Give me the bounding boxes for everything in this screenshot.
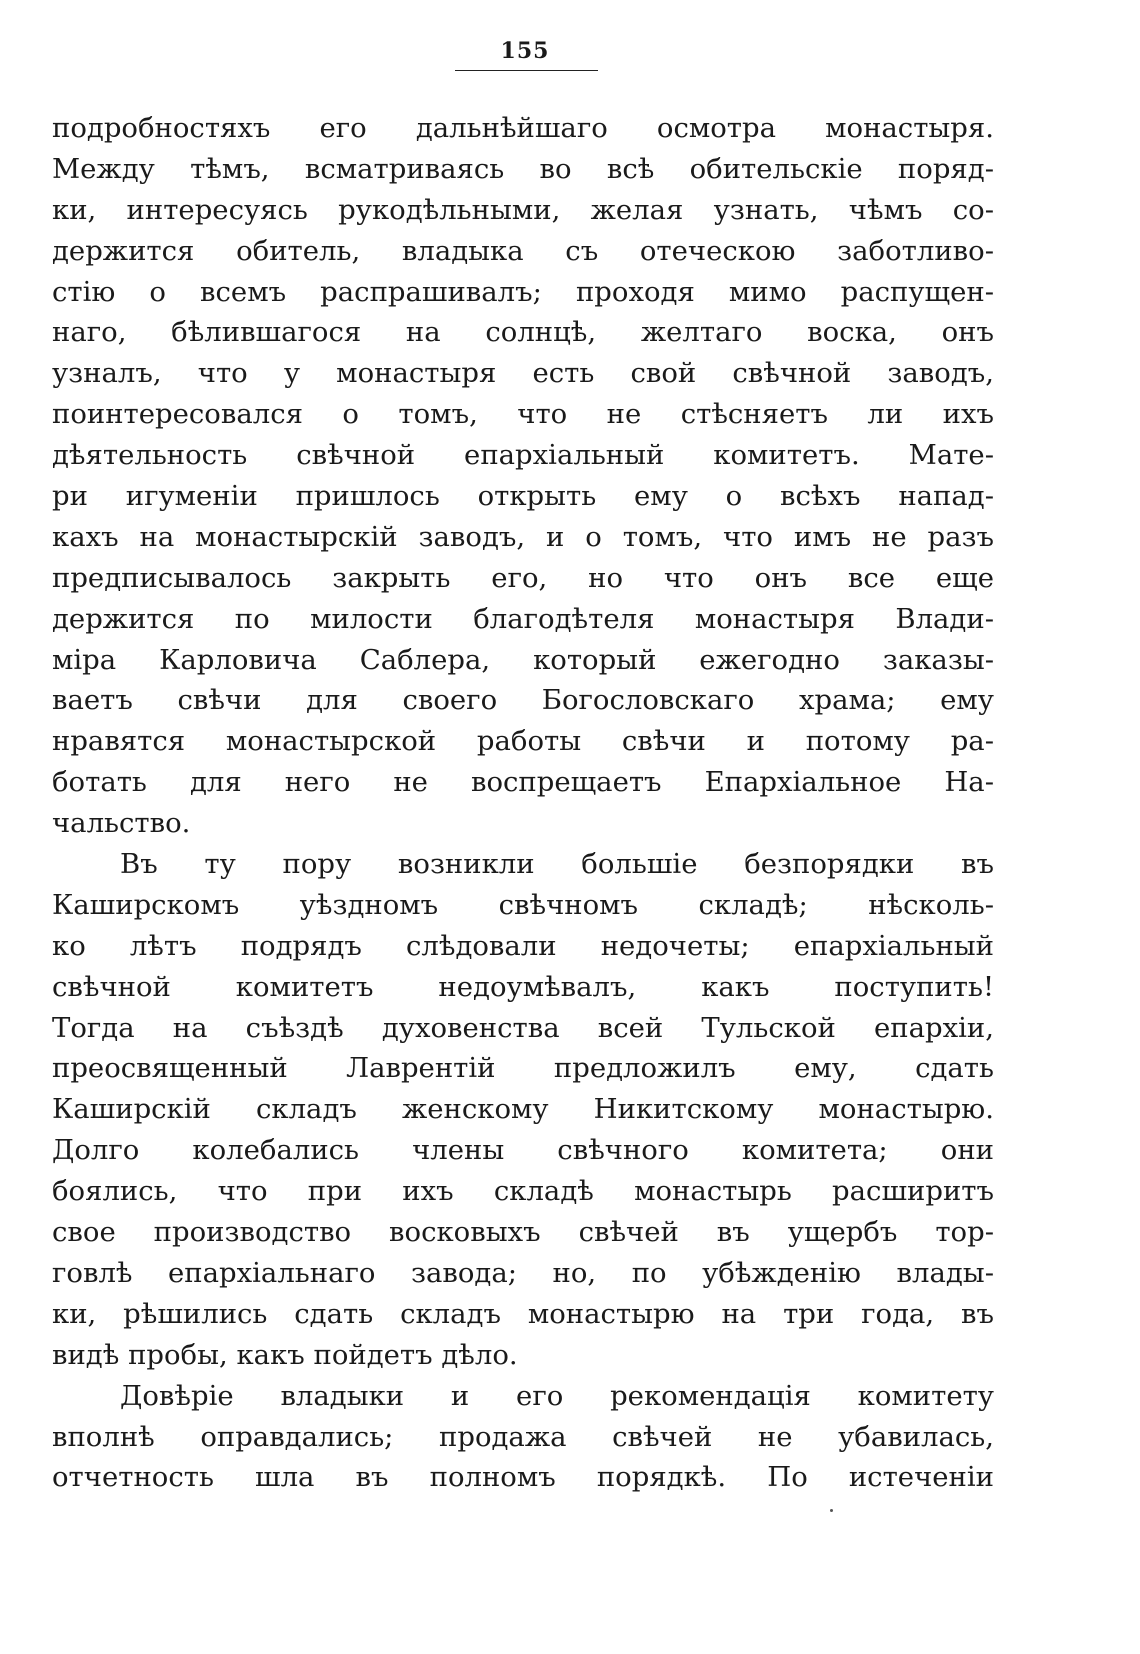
text-line: Въ ту пору возникли большіе безпорядки въ [120, 848, 994, 881]
text-line: держится обитель, владыка съ отеческою заботливо- [52, 234, 994, 267]
text-line: міра Карловича Саблера, который ежегодно заказы- [52, 643, 994, 676]
print-speck [830, 1509, 833, 1512]
text-line: Каширскомъ уѣздномъ свѣчномъ складѣ; нѣсколь- [52, 888, 994, 921]
text-line: вполнѣ оправдались; продажа свѣчей не убавилась, [52, 1420, 994, 1453]
text-line: отчетность шла въ полномъ порядкѣ. По истеченіи [52, 1461, 994, 1494]
text-line: ботать для него не воспрещаетъ Епархіальное На- [52, 766, 994, 799]
text-line: ки, рѣшились сдать складъ монастырю на три года, въ [52, 1297, 994, 1330]
body-text [52, 108, 994, 1498]
text-line: ко лѣтъ подрядъ слѣдовали недочеты; епархіальный [52, 929, 994, 962]
text-line: предписывалось закрыть его, но что онъ все еще [52, 561, 994, 594]
text-line: ваетъ свѣчи для своего Богословскаго храма; ему [52, 684, 994, 717]
text-line: нравятся монастырской работы свѣчи и потому ра- [52, 725, 994, 758]
text-line: кахъ на монастырскій заводъ, и о томъ, что имъ не разъ [52, 520, 994, 553]
text-line: видѣ пробы, какъ пойдетъ дѣло. [52, 1338, 518, 1371]
text-line: ки, интересуясь рукодѣльными, желая узнать, чѣмъ со- [52, 193, 994, 226]
text-line: узналъ, что у монастыря есть свой свѣчной заводъ, [52, 357, 994, 390]
text-line: подробностяхъ его дальнѣйшаго осмотра монастыря. [52, 112, 994, 144]
text-line: дѣятельность свѣчной епархіальный комитетъ. Мате- [52, 439, 994, 472]
text-line: держится по милости благодѣтеля монастыря Влади- [52, 602, 994, 635]
text-line: ри игуменіи пришлось открыть ему о всѣхъ напад- [52, 480, 994, 513]
page-number: 155 [500, 38, 550, 64]
text-line: говлѣ епархіальнаго завода; но, по убѣжденію влады- [52, 1256, 994, 1289]
text-line: преосвященный Лаврентій предложилъ ему, сдать [52, 1052, 994, 1085]
text-line: Долго колебались члены свѣчного комитета; они [52, 1134, 994, 1167]
text-line: наго, бѣлившагося на солнцѣ, желтаго воска, онъ [52, 316, 994, 349]
text-line: свое производство восковыхъ свѣчей въ ущербъ тор- [52, 1216, 994, 1249]
text-line: Тогда на съѣздѣ духовенства всей Тульской епархіи, [52, 1011, 994, 1044]
text-line: свѣчной комитетъ недоумѣвалъ, какъ поступить! [52, 970, 994, 1003]
text-line: Между тѣмъ, всматриваясь во всѣ обительскіе поряд- [52, 152, 994, 185]
text-line: стію о всемъ распрашивалъ; проходя мимо распущен- [52, 275, 994, 308]
text-line: поинтересовался о томъ, что не стѣсняетъ ли ихъ [52, 398, 994, 431]
text-line: боялись, что при ихъ складѣ монастырь расширитъ [52, 1175, 994, 1208]
page-number-rule [455, 70, 598, 71]
text-line: Каширскій складъ женскому Никитскому монастырю. [52, 1093, 994, 1126]
text-line: Довѣріе владыки и его рекомендація комитету [120, 1379, 994, 1412]
text-line: чальство. [52, 807, 191, 840]
